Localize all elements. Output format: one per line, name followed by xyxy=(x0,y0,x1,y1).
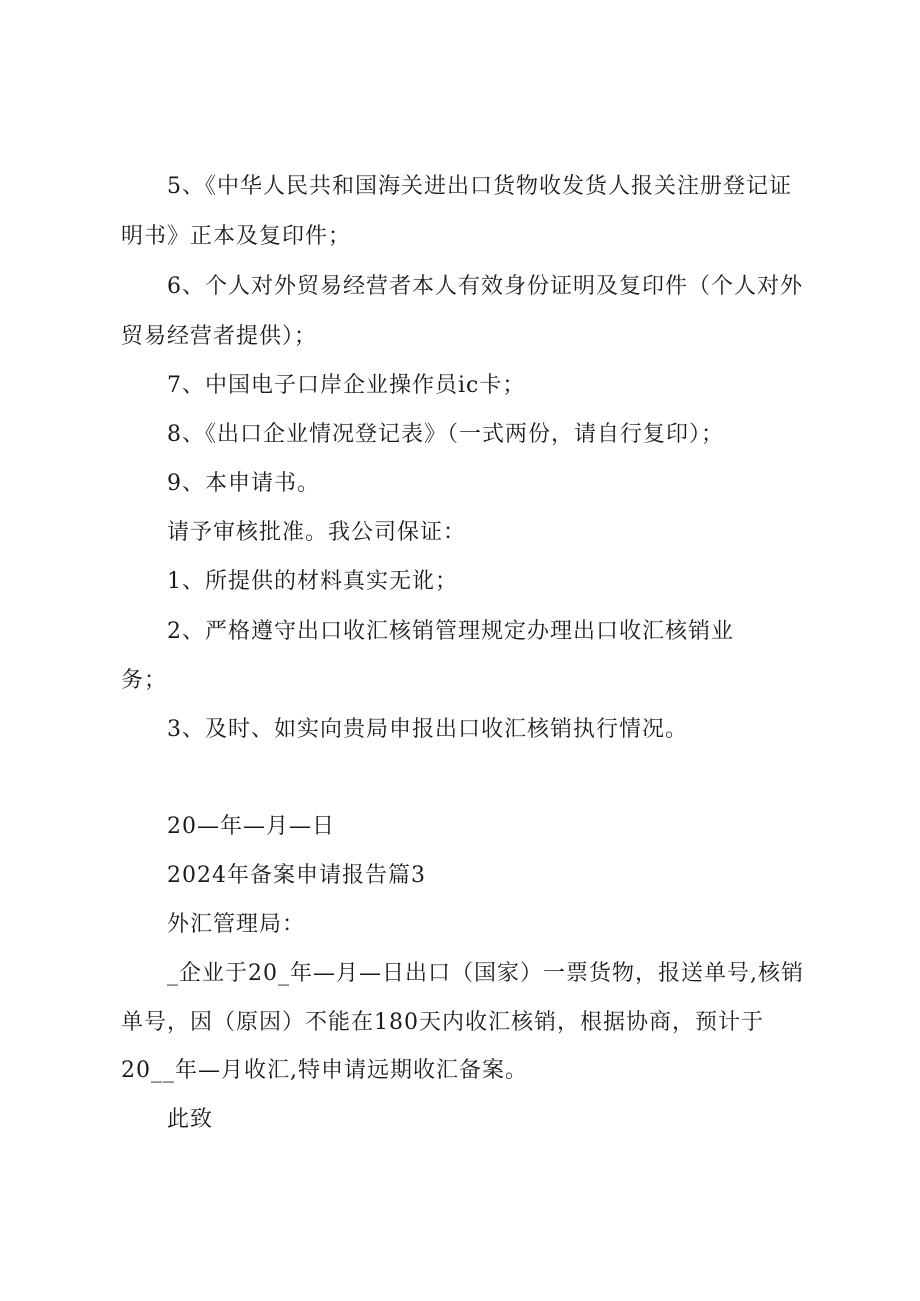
body-line-1: _企业于20_年—月—日出口（国家）一票货物，报送单号,核销 xyxy=(167,961,804,986)
date-line: 20—年—月—日 xyxy=(167,814,335,839)
text-line-item-6-cont: 贸易经营者提供）； xyxy=(121,324,318,349)
text-line-guarantee-1: 1、所提供的材料真实无讹； xyxy=(167,569,458,594)
text-line-request: 请予审核批准。我公司保证： xyxy=(167,520,467,545)
text-line-item-7: 7、中国电子口岸企业操作员ic卡； xyxy=(167,373,526,398)
text-line-item-6: 6、个人对外贸易经营者本人有效身份证明及复印件（个人对外 xyxy=(167,274,803,299)
section-heading: 2024年备案申请报告篇3 xyxy=(167,863,426,888)
body-line-3: 20__年—月收汇,特申请远期收汇备案。 xyxy=(121,1058,528,1083)
text-line-item-5-cont: 明书》正本及复印件； xyxy=(121,224,352,249)
text-line-item-9: 9、本申请书。 xyxy=(167,471,320,496)
body-line-2: 单号，因（原因）不能在180天内收汇核销，根据协商，预计于 xyxy=(121,1010,764,1035)
recipient-line: 外汇管理局： xyxy=(167,912,306,937)
text-line-guarantee-3: 3、及时、如实向贵局申报出口收汇核销执行情况。 xyxy=(167,717,688,742)
text-line-item-5: 5、《中华人民共和国海关进出口货物收发货人报关注册登记证 xyxy=(167,174,792,199)
text-line-guarantee-2-cont: 务； xyxy=(121,668,168,693)
text-line-guarantee-2: 2、严格遵守出口收汇核销管理规定办理出口收汇核销业 xyxy=(167,619,734,644)
closing-line: 此致 xyxy=(167,1107,214,1132)
text-line-item-8: 8、《出口企业情况登记表》（一式两份，请自行复印）； xyxy=(167,422,724,447)
